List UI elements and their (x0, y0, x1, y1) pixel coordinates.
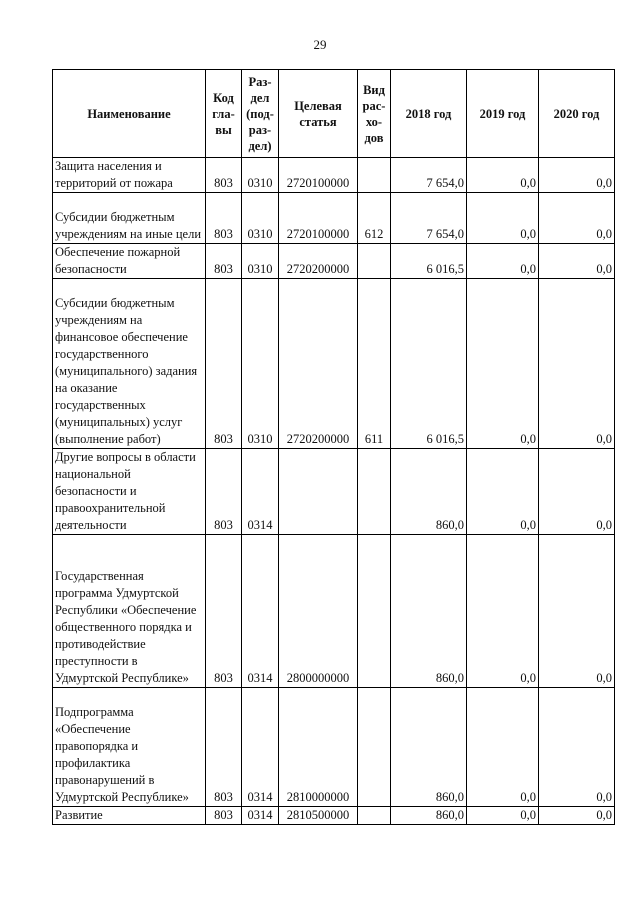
cell-2019: 0,0 (467, 193, 539, 244)
cell-type (358, 688, 391, 807)
cell-code: 803 (206, 535, 242, 688)
cell-type (358, 158, 391, 193)
cell-type: 612 (358, 193, 391, 244)
header-section: Раз-дел (под-раз-дел) (242, 70, 279, 158)
budget-table (52, 69, 615, 825)
cell-target: 2810500000 (279, 807, 358, 825)
header-2018: 2018 год (391, 70, 467, 158)
cell-name: Обеспечение пожарной безопасности (53, 244, 206, 279)
header-2020: 2020 год (539, 70, 615, 158)
cell-section: 0310 (242, 279, 279, 449)
cell-code: 803 (206, 244, 242, 279)
cell-type (358, 449, 391, 535)
cell-target: 2810000000 (279, 688, 358, 807)
cell-section: 0310 (242, 244, 279, 279)
cell-name: Государственная программа Удмуртской Республики «Обеспечение общественного порядка и противодействие преступности в Удмуртской Республике» (53, 535, 206, 688)
cell-2019: 0,0 (467, 807, 539, 825)
table-row (53, 807, 615, 825)
table-row (53, 688, 615, 807)
cell-2020: 0,0 (539, 244, 615, 279)
cell-type (358, 244, 391, 279)
cell-section: 0310 (242, 193, 279, 244)
header-type: Вид рас-хо-дов (358, 70, 391, 158)
cell-target: 2720200000 (279, 279, 358, 449)
cell-2019: 0,0 (467, 244, 539, 279)
cell-2020: 0,0 (539, 279, 615, 449)
cell-2018: 860,0 (391, 449, 467, 535)
page-number: 29 (313, 37, 327, 52)
cell-name: Субсидии бюджетным учреждениям на иные цели (53, 193, 206, 244)
cell-code: 803 (206, 449, 242, 535)
table-row (53, 193, 615, 244)
cell-2020: 0,0 (539, 158, 615, 193)
cell-name: Другие вопросы в области национальной безопасности и правоохранительной деятельности (53, 449, 206, 535)
cell-2019: 0,0 (467, 688, 539, 807)
cell-2020: 0,0 (539, 535, 615, 688)
cell-section: 0314 (242, 449, 279, 535)
cell-type (358, 807, 391, 825)
cell-code: 803 (206, 279, 242, 449)
table-row (53, 244, 615, 279)
cell-name: Защита населения и территорий от пожара (53, 158, 206, 193)
header-code: Код гла-вы (206, 70, 242, 158)
cell-2019: 0,0 (467, 279, 539, 449)
cell-type (358, 535, 391, 688)
cell-code: 803 (206, 158, 242, 193)
cell-target (279, 449, 358, 535)
cell-target: 2720200000 (279, 244, 358, 279)
cell-section: 0314 (242, 807, 279, 825)
cell-2020: 0,0 (539, 688, 615, 807)
table-header-row (53, 70, 615, 158)
cell-2019: 0,0 (467, 535, 539, 688)
cell-2018: 860,0 (391, 807, 467, 825)
table-row (53, 449, 615, 535)
cell-type: 611 (358, 279, 391, 449)
cell-2019: 0,0 (467, 158, 539, 193)
cell-2018: 7 654,0 (391, 158, 467, 193)
table-row (53, 158, 615, 193)
cell-code: 803 (206, 193, 242, 244)
cell-name: Подпрограмма «Обеспечение правопорядка и профилактика правонарушений в Удмуртской Республике» (53, 688, 206, 807)
cell-section: 0314 (242, 535, 279, 688)
header-2019: 2019 год (467, 70, 539, 158)
cell-2020: 0,0 (539, 449, 615, 535)
table-row (53, 279, 615, 449)
header-name: Наименование (53, 70, 206, 158)
cell-target: 2720100000 (279, 193, 358, 244)
cell-target: 2720100000 (279, 158, 358, 193)
cell-2018: 7 654,0 (391, 193, 467, 244)
cell-code: 803 (206, 807, 242, 825)
cell-2018: 6 016,5 (391, 244, 467, 279)
table-row (53, 535, 615, 688)
cell-name: Субсидии бюджетным учреждениям на финансовое обеспечение государственного (муниципального) задания на оказание государственных (муниципальных) услуг (выполнение работ) (53, 279, 206, 449)
header-target: Целевая статья (279, 70, 358, 158)
cell-2019: 0,0 (467, 449, 539, 535)
cell-name: Развитие (53, 807, 206, 825)
cell-2018: 860,0 (391, 688, 467, 807)
cell-target: 2800000000 (279, 535, 358, 688)
cell-section: 0314 (242, 688, 279, 807)
cell-2018: 860,0 (391, 535, 467, 688)
cell-2018: 6 016,5 (391, 279, 467, 449)
cell-2020: 0,0 (539, 807, 615, 825)
cell-2020: 0,0 (539, 193, 615, 244)
cell-section: 0310 (242, 158, 279, 193)
cell-code: 803 (206, 688, 242, 807)
